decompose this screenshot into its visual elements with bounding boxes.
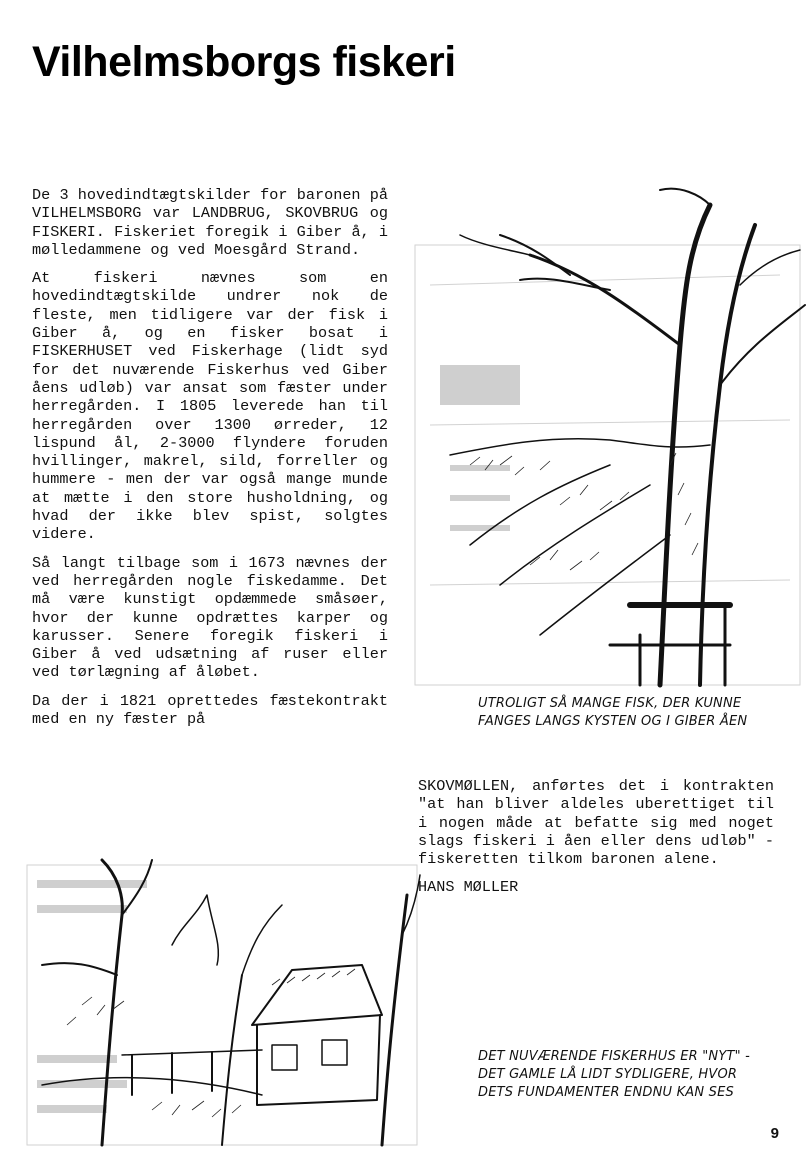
page-number: 9 <box>770 1125 779 1142</box>
paragraph-skovmollen: SKOVMØLLEN, anførtes det i kontrakten "at han bliver aldeles uberettiget til i nogen måde at befatte sig med noget slags fiskeri i åen eller dens udløb" - fiskeretten tilkom baronen alene. <box>418 777 774 869</box>
article-title: Vilhelmsborgs fiskeri <box>32 38 456 86</box>
paragraph-income-sources: De 3 hovedindtægtskilder for baronen på VILHELMSBORG var LANDBRUG, SKOVBRUG og FISKERI. Fiskeriet foregik i Giber å, i mølledammene og ved Moesgård Strand. <box>32 186 388 259</box>
illustration-caption-bottom: DET NUVÆRENDE FISKERHUS ER "NYT" - DET GAMLE LÅ LIDT SYDLIGERE, HVOR DETS FUNDAMENTER ENDNU KAN SES <box>478 1049 750 1100</box>
paragraph-fish-ponds: Så langt tilbage som i 1673 nævnes der ved herregården nogle fiskedamme. Det må være kunstigt opdæmmede småsøer, hvor der kunne opdrættes karper og karusser. Senere foregik fiskeri i Giber å ved udsætning af ruser eller ved tørlægning af åløbet. <box>32 553 388 682</box>
paragraph-contract-1821: Da der i 1821 oprettedes fæstekontrakt med en ny fæster på <box>32 691 388 729</box>
author-signature: HANS MØLLER <box>418 878 519 897</box>
paragraph-fisherman: At fiskeri nævnes som en hovedindtægtskilde undrer nok de fleste, men tidligere var der fisk i Giber å, og en fisker bosat i FISKERHUSET ved Fiskerhage (lidt syd for det nuværende Fiskerhus ved Giber åens udløb) var ansat som fæster under herregården. I 1805 leverede han til herregården over 1300 ørreder, 12 lispund ål, 2-3000 flyndere foruden hvillinger, makrel, sild, forreller og hummere - men der var også mange munde at mætte i den store husholdning, og hvad der ikke blev spist, solgtes videre. <box>32 269 388 544</box>
tree-stream-sketch <box>410 165 810 690</box>
article-body-right-column <box>418 777 774 907</box>
article-body-left-column <box>32 186 388 738</box>
fisherman-house-sketch <box>22 855 422 1150</box>
illustration-caption-top: UTROLIGT SÅ MANGE FISK, DER KUNNE FANGES LANGS KYSTEN OG I GIBER ÅEN <box>478 696 748 729</box>
